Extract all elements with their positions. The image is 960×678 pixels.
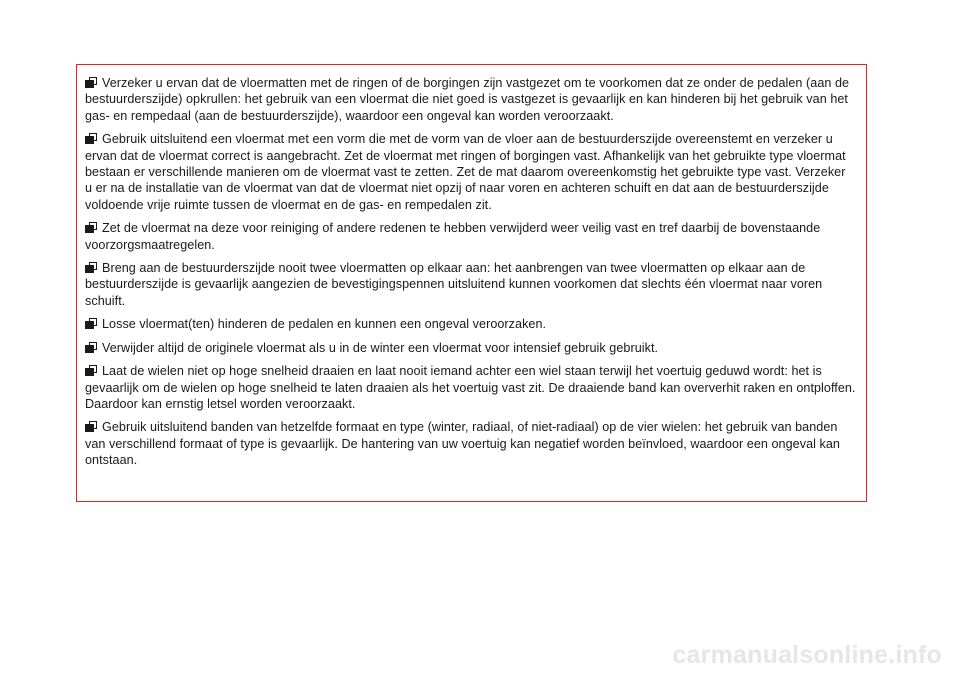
double-square-bullet-icon [85,318,99,329]
warning-paragraph-5 [85,316,856,332]
warning-text-3: Zet de vloermat na deze voor reiniging of andere redenen te hebben verwijderd weer veilig vast en tref daarbij de bovenstaande voorzorgsmaatregelen. [85,221,821,252]
double-square-bullet-icon [85,342,99,353]
warning-paragraph-8 [85,419,856,468]
warning-text-1: Verzeker u ervan dat de vloermatten met de ringen of de borgingen zijn vastgezet om te voorkomen dat ze onder de pedalen (aan de bestuurderszijde) opkrullen: het gebruik van een vloermat die niet goed is vastgezet is gevaarlijk en kan hinderen bij het gebruik van het gas- en rempedaal (aan de bestuurderszijde), waardoor een ongeval kan worden veroorzaakt. [85,76,850,123]
double-square-bullet-icon [85,222,99,233]
warning-text-4: Breng aan de bestuurderszijde nooit twee vloermatten op elkaar aan: het aanbrengen van twee vloermatten op elkaar aan de bestuurderszijde is gevaarlijk aangezien de bevestigingspennen uitsluitend kunnen voorkomen dat slechts één vloermat naar voren schuift. [85,261,823,308]
warning-paragraph-2 [85,131,856,213]
warning-text-7: Laat de wielen niet op hoge snelheid draaien en laat nooit iemand achter een wiel staan terwijl het voertuig geduwd wordt: het is gevaarlijk om de wielen op hoge snelheid te laten draaien als het voertuig vast zit. De draaiende band kan oververhit raken en ontploffen. Daardoor kan ernstig letsel worden veroorzaakt. [85,364,856,411]
double-square-bullet-icon [85,262,99,273]
warning-paragraph-3 [85,220,856,253]
warning-paragraph-4 [85,260,856,309]
warning-box [76,64,867,502]
watermark: carmanualsonline.info [672,641,942,669]
warning-text-8: Gebruik uitsluitend banden van hetzelfde formaat en type (winter, radiaal, of niet-radiaal) op de vier wielen: het gebruik van banden van verschillend formaat of type is gevaarlijk. De hantering van uw voertuig kan negatief worden beïnvloed, waardoor een ongeval kan ontstaan. [85,420,840,468]
double-square-bullet-icon [85,365,99,376]
double-square-bullet-icon [85,77,99,88]
warning-paragraph-1 [85,75,856,124]
double-square-bullet-icon [85,133,99,144]
warning-text-5: Losse vloermat(ten) hinderen de pedalen en kunnen een ongeval veroorzaken. [102,317,547,332]
warning-paragraph-6 [85,340,856,356]
double-square-bullet-icon [85,421,99,432]
warning-paragraph-7 [85,363,856,412]
warning-text-2: Gebruik uitsluitend een vloermat met een vorm die met de vorm van de vloer aan de bestuurderszijde overeenstemt en verzeker u ervan dat de vloermat correct is aangebracht. Zet de vloermat met ringen of borgingen vast. Afhankelijk van het gebruikte type vloermat bestaan er verschillende manieren om de vloermat vast te zetten. Zet de mat daarom overeenkomstig het gebruikte type vast. Verzeker u er na de installatie van de vloermat van dat de vloermat niet opzij of naar voren en achteren schuift en dat aan de bestuurderszijde voldoende vrije ruimte tussen de vloermat en de gas- en rempedalen zit. [85,132,846,212]
warning-text-6: Verwijder altijd de originele vloermat als u in de winter een vloermat voor intensief gebruik gebruikt. [102,340,659,355]
